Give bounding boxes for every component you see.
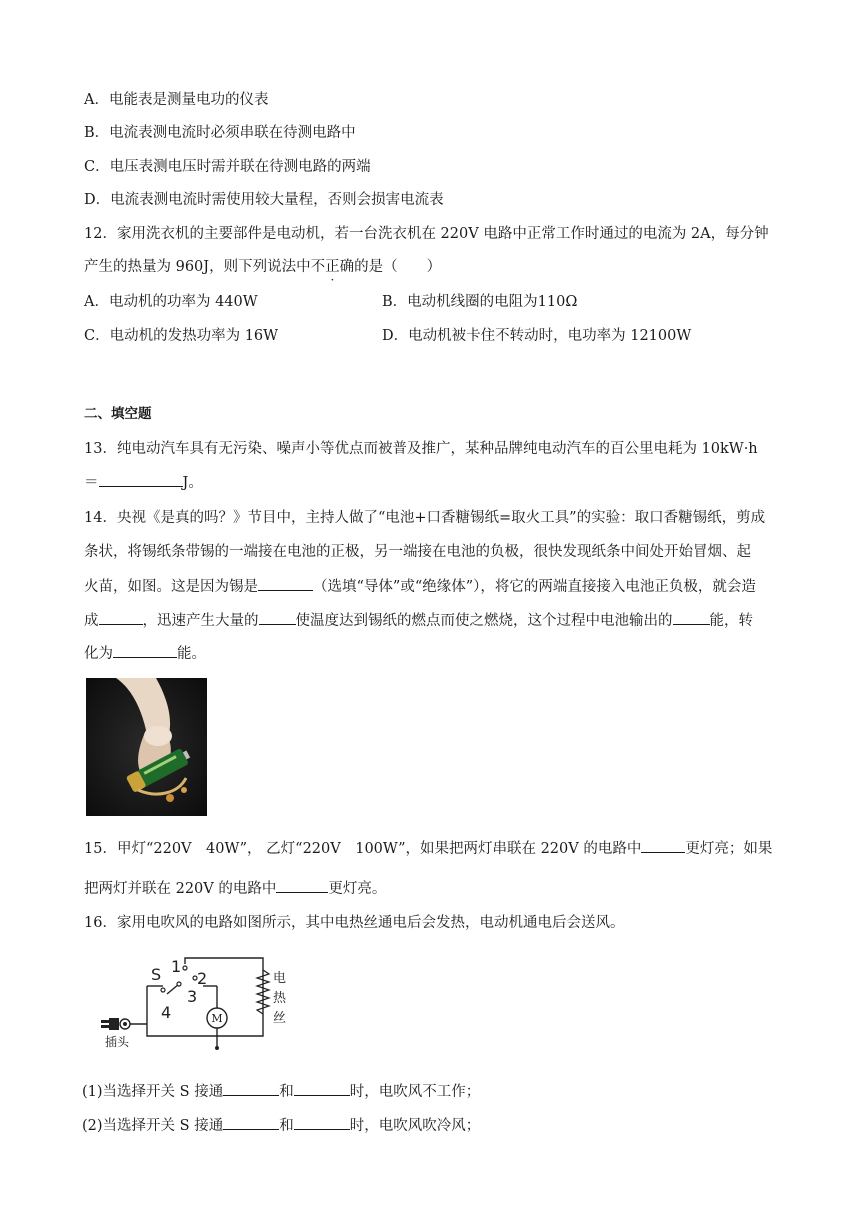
q14-text: 能。 bbox=[177, 646, 206, 662]
q15-line2 bbox=[84, 878, 386, 899]
heater-label-1: 电 bbox=[273, 971, 287, 986]
q14-text: ，迅速产生大量的 bbox=[142, 613, 259, 629]
q11-option-d: D．电流表测电流时需使用较大量程，否则会损害电流表 bbox=[84, 192, 444, 208]
q14-blank-5[interactable] bbox=[113, 643, 177, 658]
switch-s-label: S bbox=[151, 965, 162, 984]
section-heading: 二、填空题 bbox=[84, 406, 152, 422]
q14-text: 成 bbox=[84, 613, 99, 629]
q15-line1 bbox=[84, 838, 772, 859]
q14-text: 使温度达到锡纸的燃点而使之燃烧，这个过程中电池输出的 bbox=[295, 613, 673, 629]
q14-line3 bbox=[84, 576, 756, 597]
q16-text: (2)当选择开关 S 接通 bbox=[82, 1118, 224, 1134]
q14-line1: 14．央视《是真的吗？》节目中，主持人做了“电池+口香糖锡纸=取火工具”的实验：取口香糖锡纸，剪成 bbox=[84, 510, 766, 526]
q14-line2: 条状，将锡纸条带锡的一端接在电池的正极，另一端接在电池的负极，很快发现纸条中间处开始冒烟、起 bbox=[84, 544, 751, 560]
q16-stem: 16．家用电吹风的电路如图所示，其中电热丝通电后会发热，电动机通电后会送风。 bbox=[84, 915, 625, 931]
q15-blank-1[interactable] bbox=[641, 838, 685, 853]
plug-label: 插头 bbox=[105, 1035, 130, 1049]
q14-blank-1[interactable] bbox=[258, 576, 313, 591]
q12-option-c: C．电动机的发热功率为 16W bbox=[84, 328, 279, 344]
q14-text: （选填“导体”或“绝缘体”），将它的两端直接接入电池正负极，就会造 bbox=[313, 579, 756, 595]
contact-3-label: 3 bbox=[187, 987, 198, 1006]
q12-option-d: D．电动机被卡住不转动时，电功率为 12100W bbox=[382, 328, 692, 344]
q12-emphasis: 不正确 bbox=[310, 259, 355, 275]
q11-option-b: B．电流表测电流时必须串联在待测电路中 bbox=[84, 125, 356, 141]
battery-foil-photo bbox=[86, 678, 207, 816]
q16-sub2 bbox=[82, 1115, 480, 1136]
q13-equals: ＝ bbox=[84, 475, 99, 491]
q15-blank-2[interactable] bbox=[276, 878, 328, 893]
q16-text: (1)当选择开关 S 接通 bbox=[82, 1084, 224, 1100]
q15-text: 15．甲灯“220V 40W”， 乙灯“220V 100W”，如果把两灯串联在 220V 的电路中 bbox=[84, 841, 642, 857]
q12-stem-line2 bbox=[84, 257, 441, 277]
q13-line1: 13．纯电动汽车具有无污染、噪声小等优点而被普及推广，某种品牌纯电动汽车的百公里电耗为 10kW·h bbox=[84, 441, 758, 457]
heater-coil-icon bbox=[257, 970, 269, 1014]
q11-option-c: C．电压表测电压时需并联在待测电路的两端 bbox=[84, 159, 371, 175]
q14-text: 化为 bbox=[84, 646, 113, 662]
q13-answer-blank[interactable] bbox=[99, 472, 183, 487]
q14-text: 火苗，如图。这是因为锡是 bbox=[84, 579, 258, 595]
heater-label-3: 丝 bbox=[273, 1011, 287, 1026]
q11-option-a: A．电能表是测量电功的仪表 bbox=[84, 92, 269, 108]
plug-icon bbox=[109, 1018, 119, 1030]
q15-text: 更灯亮。 bbox=[328, 881, 387, 897]
q14-blank-2[interactable] bbox=[99, 610, 143, 625]
q14-line5 bbox=[84, 643, 206, 664]
q12-stem-pre: 产生的热量为 960J，则下列说法中 bbox=[84, 259, 311, 275]
q15-text: 更灯亮；如果 bbox=[685, 841, 773, 857]
q16-blank-3[interactable] bbox=[223, 1115, 279, 1130]
q13-line2 bbox=[84, 472, 203, 493]
heater-label-2: 热 bbox=[273, 991, 287, 1006]
q14-blank-4[interactable] bbox=[673, 610, 710, 625]
q16-sub1 bbox=[82, 1081, 480, 1102]
q15-text: 把两灯并联在 220V 的电路中 bbox=[84, 881, 277, 897]
q16-text: 和 bbox=[279, 1084, 294, 1100]
motor-label: M bbox=[211, 1012, 223, 1025]
contact-4-label: 4 bbox=[161, 1003, 172, 1022]
q16-text: 和 bbox=[279, 1118, 294, 1134]
q12-option-b: B．电动机线圈的电阻为110Ω bbox=[382, 294, 578, 310]
q14-blank-3[interactable] bbox=[259, 610, 296, 625]
contact-1-label: 1 bbox=[171, 957, 182, 976]
q14-line4 bbox=[84, 610, 753, 631]
q12-stem-post: 的是（ ） bbox=[354, 259, 442, 275]
q14-text: 能，转 bbox=[709, 613, 753, 629]
q13-unit: J。 bbox=[182, 475, 203, 491]
contact-2-label: 2 bbox=[197, 969, 208, 988]
q16-text: 时，电吹风吹冷风； bbox=[349, 1118, 481, 1134]
hair-dryer-circuit-diagram bbox=[95, 950, 295, 1055]
q16-blank-1[interactable] bbox=[223, 1081, 279, 1096]
q16-blank-2[interactable] bbox=[294, 1081, 350, 1096]
q12-stem-line1: 12．家用洗衣机的主要部件是电动机，若一台洗衣机在 220V 电路中正常工作时通过的电流为 2A，每分钟 bbox=[84, 226, 769, 242]
q12-option-a: A．电动机的功率为 440W bbox=[84, 294, 258, 310]
q16-blank-4[interactable] bbox=[294, 1115, 350, 1130]
q16-text: 时，电吹风不工作； bbox=[349, 1084, 481, 1100]
